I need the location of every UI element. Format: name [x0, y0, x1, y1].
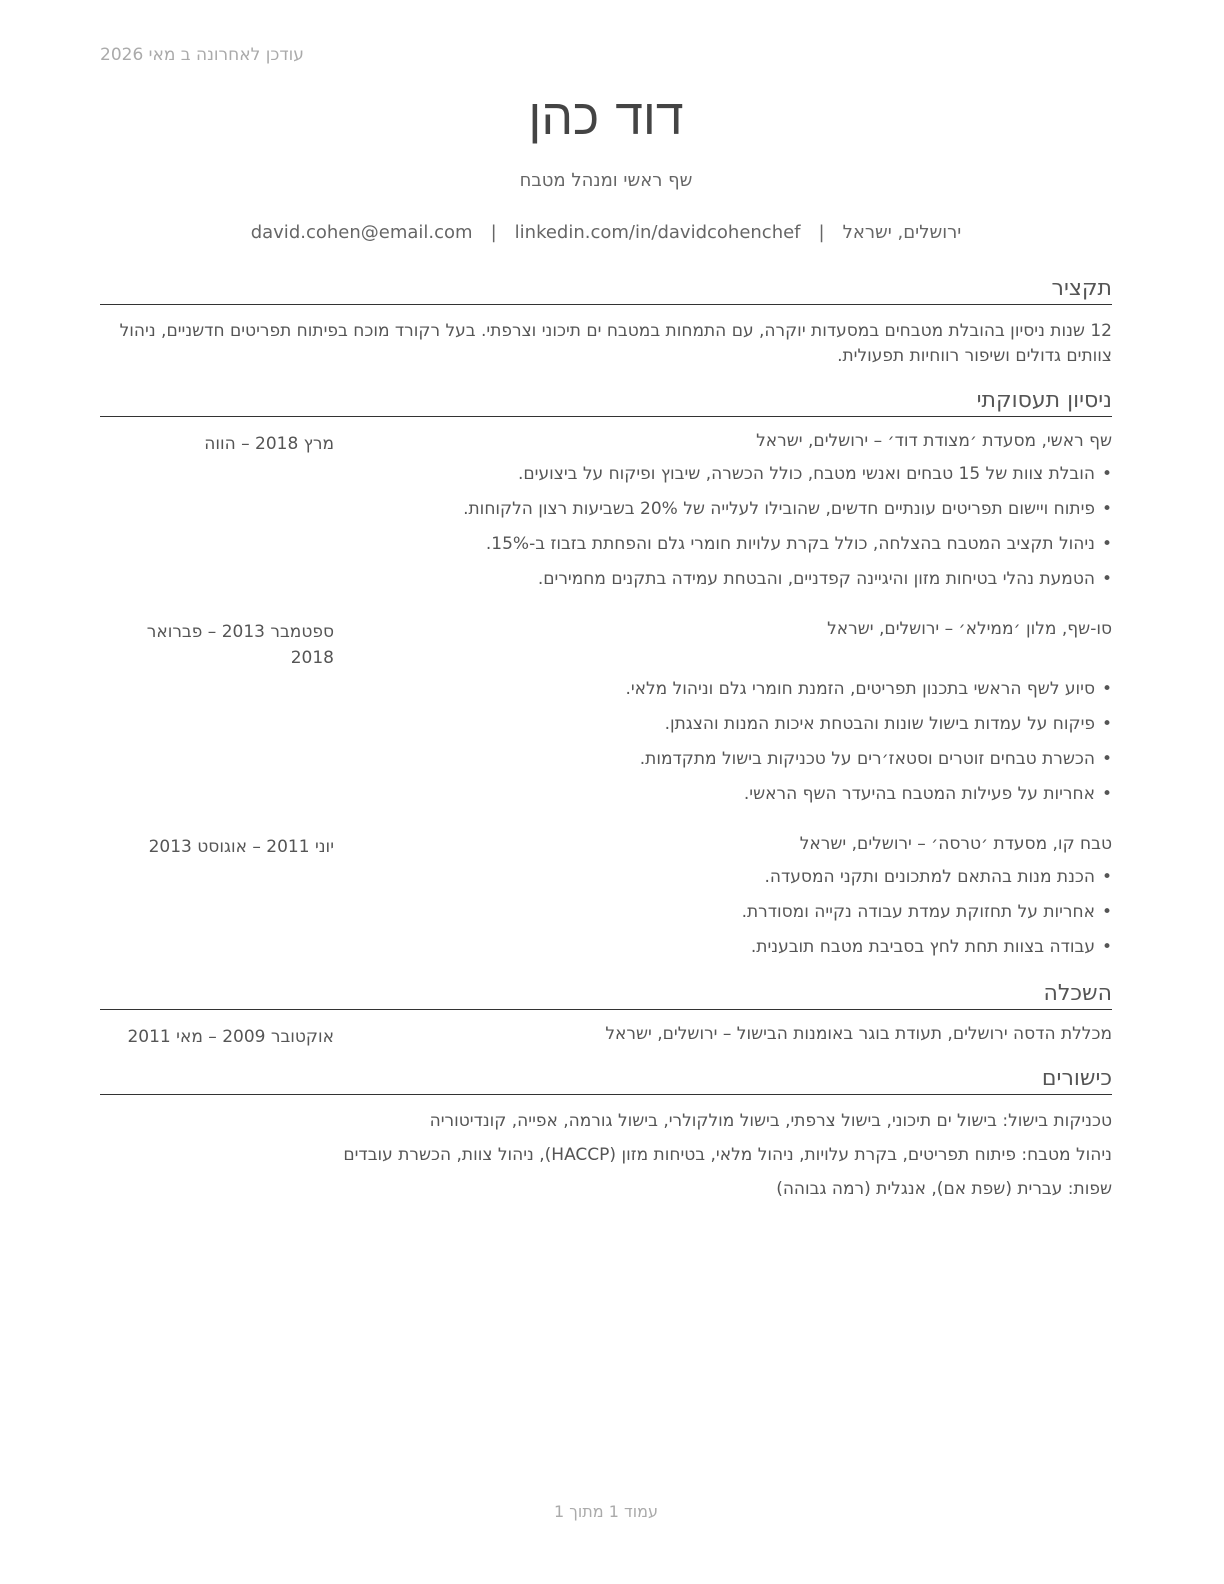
job-header: [100, 834, 1112, 864]
contact-separator: |: [818, 222, 825, 243]
contact-separator: |: [490, 222, 497, 243]
bullet-item: • הטמעת נהלי בטיחות מזון והיגיינה קפדניים, והבטחת עמידה בתקנים מחמירים.: [100, 567, 1112, 602]
contact-line: [100, 222, 1112, 243]
bullet-item: • אחריות על תחזוקת עמדת עבודה נקייה ומסודרת.: [100, 900, 1112, 935]
bullet-item: • פיתוח ויישום תפריטים עונתיים חדשים, שהובילו לעלייה של 20% בשביעות רצון הלקוחות.: [100, 497, 1112, 532]
candidate-title: שף ראשי ומנהל מטבח: [519, 170, 693, 191]
education-institution: מכללת הדסה ירושלים, תעודת בוגר באומנות הבישול – ירושלים, ישראל: [605, 1024, 1112, 1044]
candidate-name: דוד כהן: [528, 88, 684, 146]
job-dates: ספטמבר 2013 – פברואר 2018: [146, 622, 334, 668]
job-header: [100, 619, 1112, 675]
bullet-item: • הובלת צוות של 15 טבחים ואנשי מטבח, כולל הכשרה, שיבוץ ופיקוח על ביצועים.: [100, 462, 1112, 497]
bullet-item: • סיוע לשף הראשי בתכנון תפריטים, הזמנת חומרי גלם וניהול מלאי.: [100, 677, 1112, 712]
section-title-experience: ניסיון תעסוקתי: [100, 388, 1112, 417]
job-bullets: [100, 677, 1112, 817]
resume-page: [100, 0, 1112, 1584]
job-bullets: [100, 865, 1112, 970]
last-updated-note: עודכן לאחרונה ב מאי 2026: [100, 45, 304, 65]
bullet-item: • אחריות על פעילות המטבח בהיעדר השף הראשי.: [100, 782, 1112, 817]
skills-line: שפות: עברית (שפת אם), אנגלית (רמה גבוהה): [776, 1179, 1112, 1199]
section-title-skills: כישורים: [100, 1066, 1112, 1095]
job-role: טבח קו, מסעדת ׳טרסה׳ – ירושלים, ישראל: [799, 834, 1112, 854]
section-title-education: השכלה: [100, 981, 1112, 1010]
contact-location: ירושלים, ישראל: [842, 222, 962, 243]
education-dates: אוקטובר 2009 – מאי 2011: [127, 1027, 334, 1047]
skills-line: טכניקות בישול: בישול ים תיכוני, בישול צרפתי, בישול מולקולרי, בישול גורמה, אפייה, קונדיטוריה: [429, 1111, 1112, 1131]
job-bullets: [100, 462, 1112, 602]
bullet-item: • עבודה בצוות תחת לחץ בסביבת מטבח תובענית.: [100, 935, 1112, 970]
job-role: שף ראשי, מסעדת ׳מצודת דוד׳ – ירושלים, ישראל: [756, 431, 1112, 451]
job-dates: יוני 2011 – אוגוסט 2013: [148, 837, 334, 857]
bullet-item: • ניהול תקציב המטבח בהצלחה, כולל בקרת עלויות חומרי גלם והפחתת בזבוז ב-15%.: [100, 532, 1112, 567]
page-number: עמוד 1 מתוך 1: [554, 1502, 658, 1521]
job-header: [100, 431, 1112, 461]
contact-linkedin[interactable]: linkedin.com/in/davidcohenchef: [514, 222, 801, 243]
section-title-summary: תקציר: [100, 276, 1112, 305]
summary-text: 12 שנות ניסיון בהובלת מטבחים במסעדות יוקרה, עם התמחות במטבח ים תיכוני וצרפתי. בעל רקורד מוכח בפיתוח תפריטים חדשניים, ניהול צוותים גדולים ושיפור רווחיות תפעולית.: [119, 321, 1112, 366]
bullet-item: • הכשרת טבחים זוטרים וסטאז׳רים על טכניקות בישול מתקדמות.: [100, 747, 1112, 782]
contact-email[interactable]: david.cohen@email.com: [250, 222, 473, 243]
job-dates: מרץ 2018 – הווה: [204, 434, 334, 454]
education-entry: [100, 1024, 1112, 1054]
bullet-item: • פיקוח על עמדות בישול שונות והבטחת איכות המנות והצגתן.: [100, 712, 1112, 747]
job-role: סו-שף, מלון ׳ממילא׳ – ירושלים, ישראל: [827, 619, 1112, 639]
skills-line: ניהול מטבח: פיתוח תפריטים, בקרת עלויות, ניהול מלאי, בטיחות מזון (HACCP), ניהול צוות, הכשרת עובדים: [343, 1145, 1112, 1165]
bullet-item: • הכנת מנות בהתאם למתכונים ותקני המסעדה.: [100, 865, 1112, 900]
